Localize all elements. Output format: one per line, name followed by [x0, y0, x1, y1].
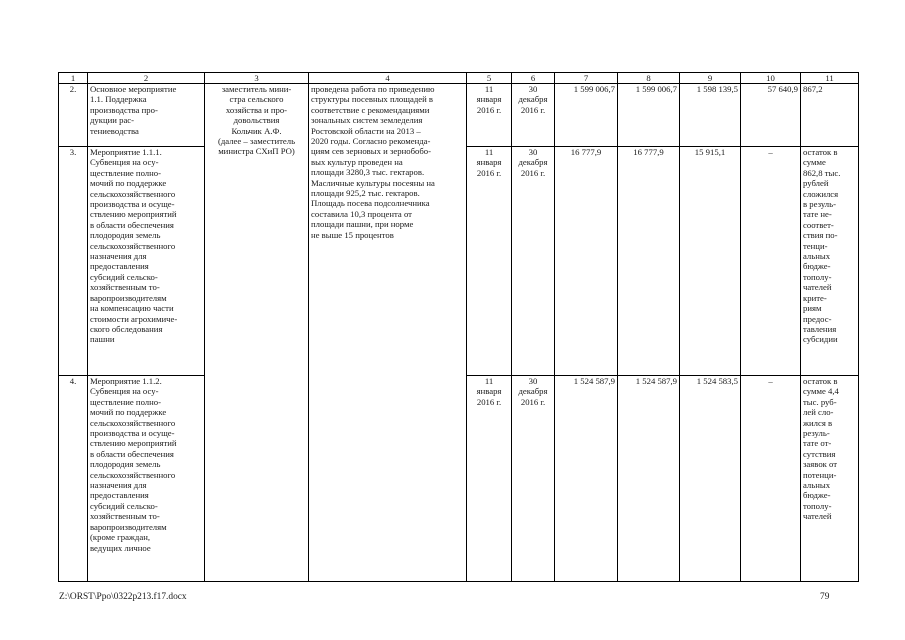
responsible-person: заместитель мини- стра сельского хозяйства и про- довольствия Кольчик А.Ф. (далее – заместитель министра СХиП РО) [205, 84, 309, 582]
start-date: 11 января 2016 г. [467, 376, 512, 582]
column-number: 4 [309, 73, 467, 84]
table-row [59, 84, 859, 147]
value-col8: 16 777,9 [618, 147, 680, 376]
column-number: 7 [555, 73, 618, 84]
result-description: проведена работа по приведению структуры посевных площадей в соответствие с рекомендациями зональных систем земледелия Ростовской области на 2013 – 2020 годы. Согласно рекомендa- циям сев зерновых и зернобобо- вых культур проведен на площади 3280,3 тыс. гектаров. Масличные культуры посеяны на площади 925,2 тыс. гектаров. Площадь посева подсолнечника составила 10,3 процента от площади пашни, при норме не выше 15 процентов [309, 84, 467, 582]
note: остаток в сумме 4,4 тыс. руб- лей сло- жился в резуль- тате от- сутствия заявок от потенци- альных бюдже- тополу- чателей [801, 376, 859, 582]
value-col7: 1 524 587,9 [555, 376, 618, 582]
measure-name: Мероприятие 1.1.1. Субвенция на осу- ществление полно- мочий по поддержке сельскохозяйственного производства и осуще- ствлению мероприятий в области обеспечения плодородия земель сельскохозяйственного назначения для предоставления субсидий сельско- хозяйственным то- варопроизводителям на компенсацию части стоимости агрохимиче- ского обследования пашни [88, 147, 205, 376]
value-col9: 1 598 139,5 [680, 84, 741, 147]
value-col9: 15 915,1 [680, 147, 741, 376]
column-number-row [59, 73, 859, 84]
value-col10: 57 640,9 [741, 84, 801, 147]
start-date: 11 января 2016 г. [467, 84, 512, 147]
page-number: 79 [820, 592, 830, 602]
row-number: 3. [59, 147, 88, 376]
value-col7: 1 599 006,7 [555, 84, 618, 147]
column-number: 5 [467, 73, 512, 84]
value-col9: 1 524 583,5 [680, 376, 741, 582]
report-table [58, 72, 859, 582]
value-col8: 1 524 587,9 [618, 376, 680, 582]
note: 867,2 [801, 84, 859, 147]
column-number: 8 [618, 73, 680, 84]
row-number: 4. [59, 376, 88, 582]
file-path: Z:\ORST\Ppo\0322p213.f17.docx [59, 592, 187, 602]
column-number: 6 [512, 73, 555, 84]
column-number: 1 [59, 73, 88, 84]
end-date: 30 декабря 2016 г. [512, 84, 555, 147]
row-number: 2. [59, 84, 88, 147]
column-number: 2 [88, 73, 205, 84]
measure-name: Основное мероприятие 1.1. Поддержка производства про- дукции рас- тениеводства [88, 84, 205, 147]
column-number: 11 [801, 73, 859, 84]
start-date: 11 января 2016 г. [467, 147, 512, 376]
column-number: 3 [205, 73, 309, 84]
value-col10: – [741, 147, 801, 376]
value-col7: 16 777,9 [555, 147, 618, 376]
measure-name: Мероприятие 1.1.2. Субвенция на осу- ществление полно- мочий по поддержке сельскохозяйственного производства и осуще- ствлению мероприятий в области обеспечения плодородия земель сельскохозяйственного назначения для предоставления субсидий сельско- хозяйственным то- варопроизводителям (кроме граждан, ведущих личное [88, 376, 205, 582]
end-date: 30 декабря 2016 г. [512, 147, 555, 376]
note: остаток в сумме 862,8 тыс. рублей сложился в резуль- тате не- соответ- ствия по- тенци- альных бюдже- тополу- чателей крите- риям предос- тавления субсидии [801, 147, 859, 376]
value-col10: – [741, 376, 801, 582]
column-number: 9 [680, 73, 741, 84]
column-number: 10 [741, 73, 801, 84]
value-col8: 1 599 006,7 [618, 84, 680, 147]
end-date: 30 декабря 2016 г. [512, 376, 555, 582]
